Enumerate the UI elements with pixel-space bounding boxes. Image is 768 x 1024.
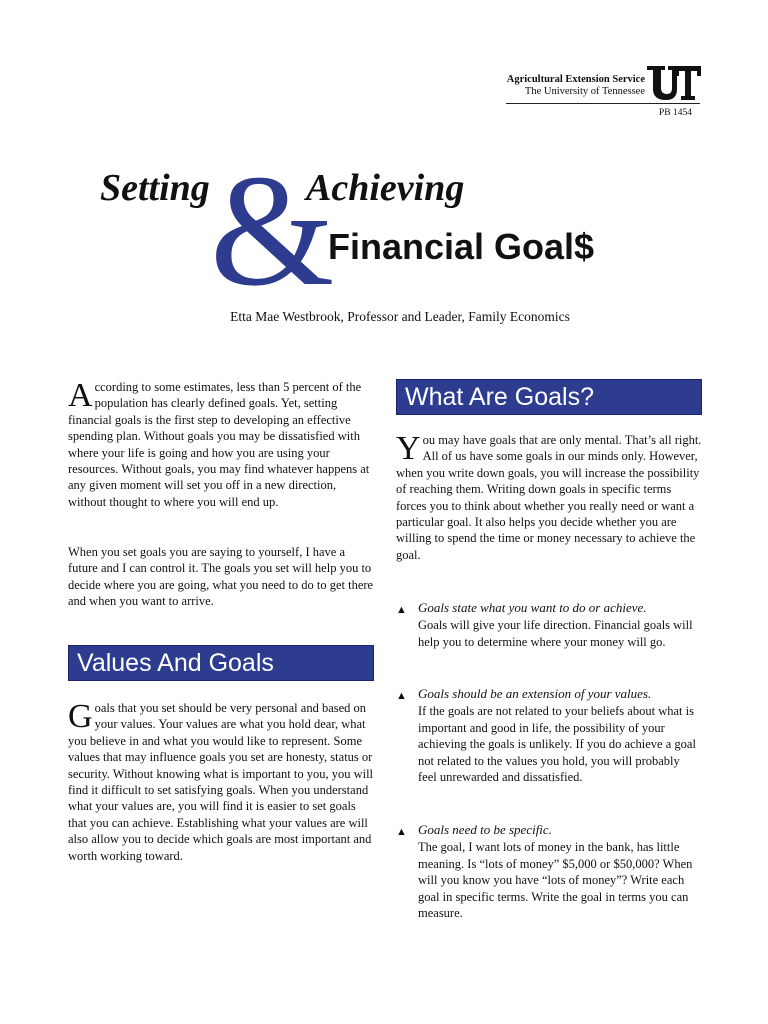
bullet-title: Goals need to be specific. xyxy=(418,822,552,837)
dropcap-a: A xyxy=(68,377,93,414)
left-intro-paragraph xyxy=(68,379,374,510)
title-ampersand: & xyxy=(210,141,335,319)
bullet-body: Goals will give your life direction. Financial goals will help you to determine where your money will go. xyxy=(418,618,693,649)
title-achieving: Achieving xyxy=(306,167,465,209)
triangle-bullet-icon: ▲ xyxy=(396,604,407,616)
left-paragraph-2 xyxy=(68,544,374,610)
bullet-body: The goal, I want lots of money in the bank, has little meaning. Is “lots of money” $5,000 or $50,000? When will you know you have “lots of money”? Write each goal in specific terms. Write the goal in terms you can measure. xyxy=(418,840,693,921)
bullet-item xyxy=(396,600,702,670)
triangle-bullet-icon: ▲ xyxy=(396,826,407,838)
bullet-title: Goals should be an extension of your values. xyxy=(418,686,652,701)
values-text: oals that you set should be very personal and based on your values. Your values are what you hold dear, what you believe in and what you would like to represent. Some values that may influence goals you set are honesty, status or security. Without knowing what is important to you, you will find it difficult to set satisfying goals. When you understand what your values are, you will find it is easier to set goals that you can achieve. Establishing what your values are will also allow you to decide which goals are most important and worth working toward. xyxy=(68,701,374,863)
bullet-body: If the goals are not related to your beliefs about what is important and good in life, the possibility of your achieving the goals is unlikely. If you do achieve a goal not related to the values you hold, you will probably feel unrewarded and dissatisfied. xyxy=(418,704,696,785)
header-rule xyxy=(506,103,700,104)
ut-logo xyxy=(647,66,701,100)
triangle-bullet-icon: ▲ xyxy=(396,690,407,702)
dropcap-g: G xyxy=(68,698,93,735)
title-setting: Setting xyxy=(100,167,210,209)
extension-service-name: Agricultural Extension Service xyxy=(506,74,645,85)
bullet-item xyxy=(396,822,702,932)
right-intro-paragraph xyxy=(396,432,702,563)
what-are-goals-heading: What Are Goals? xyxy=(396,379,702,415)
title-financial-goals: Financial Goal$ xyxy=(328,226,595,267)
author-line: Etta Mae Westbrook, Professor and Leader, Family Economics xyxy=(230,309,570,324)
left-para2-text: When you set goals you are saying to yourself, I have a future and I can control it. The goals you set will help you to decide where you are going, what you need to do to get there and when you want to arrive. xyxy=(68,545,374,609)
left-intro-text: ccording to some estimates, less than 5 percent of the population has clearly defined goals. Yet, setting financial goals is the first step to developing an effective spending plan. Without goals you may be dissatisfied with where your life is going and how you are using your resources. Without goals, you may find whatever happens at any given moment will set you off in a new direction, without thought to where you will end up. xyxy=(68,380,370,509)
right-intro-text: ou may have goals that are only mental. That’s all right. All of us have some goals in our minds only. However, when you write down goals, you will increase the possibility of reaching them. Writing down goals in specific terms forces you to think about whether you really need or want a particular goal. It also helps you decide whether you are willing to spend the time or money necessary to achieve the goal. xyxy=(396,433,702,562)
values-and-goals-heading: Values And Goals xyxy=(68,645,374,681)
publication-number: PB 1454 xyxy=(659,108,692,118)
bullet-title: Goals state what you want to do or achieve. xyxy=(418,600,647,615)
dropcap-y: Y xyxy=(396,430,421,467)
university-name: The University of Tennessee xyxy=(524,86,645,97)
bullet-item xyxy=(396,686,702,806)
values-paragraph xyxy=(68,700,374,864)
